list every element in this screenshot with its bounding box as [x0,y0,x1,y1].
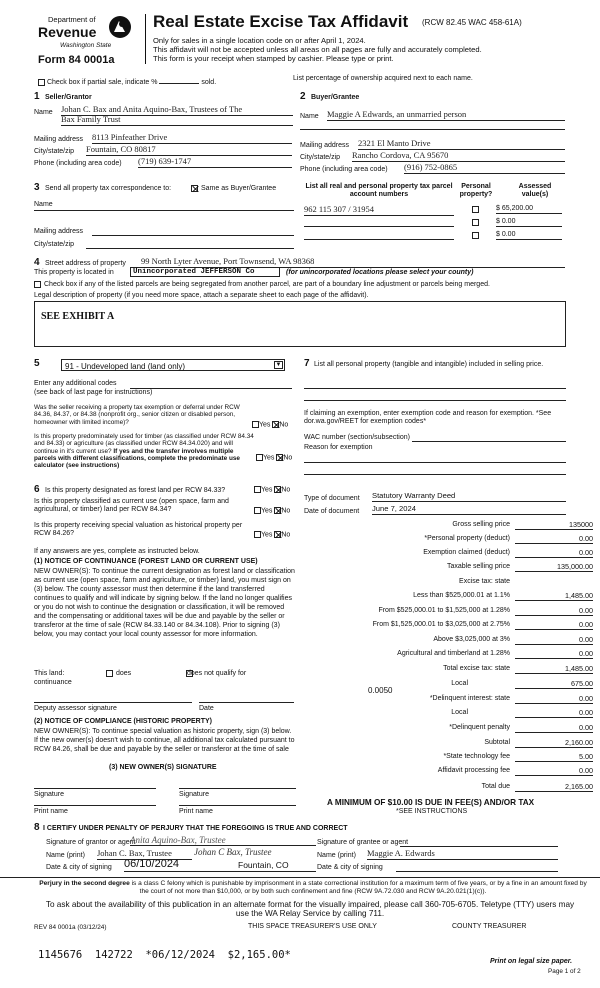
partial-pct-input[interactable] [159,76,199,84]
timber-yesno [256,454,306,462]
use-code-value: 91 - Undeveloped land (land only) [65,362,186,371]
personal-property-field-2[interactable] [304,400,566,401]
tax-row-label: From $1,525,000.01 to $3,025,000 at 2.75% [372,621,510,628]
legal-paper-note: Print on legal size paper. [490,958,573,965]
tax-row-value[interactable]: 675.00 [515,679,593,689]
no-label: No [281,531,291,539]
this-land-label: This land: [34,670,65,677]
section-1-number: 1 [34,91,40,102]
reason-field-2[interactable] [304,474,566,475]
corr-mail-field[interactable] [92,235,294,236]
notice-2-title: (2) NOTICE OF COMPLIANCE (HISTORIC PROPERTY) [34,718,212,725]
tax-row-label: Local [451,680,468,687]
wac-label: WAC number (section/subsection) [304,434,410,441]
answers-note: If any answers are yes, complete as instructed below. [34,548,200,555]
grantee-date-field[interactable] [396,871,558,872]
logo-state-text: Washington State [60,42,112,49]
tax-row-value[interactable]: 0.00 [515,766,593,776]
partial-sale-row [38,76,216,87]
parcel-row [300,205,566,217]
section-1-title: Seller/Grantor [45,94,92,101]
parcel-header-personal: Personal property? [459,183,493,199]
grantor-city-field[interactable]: Fountain, CO [238,860,289,870]
timber-question [34,433,256,470]
seller-mail-label: Mailing address [34,136,84,143]
perjury-text: is a class C felony which is punishable by imprisonment in a state correctional institution for a maximum term of five years, or by a fine in an amount fixed by the court of not more than $10,000, or by both such confinement and fine (RCW 9A.72.030 and RCW 9A.20.021(1)(c)). [129,880,587,895]
list-pct-note: List percentage of ownership acquired next to each name. [293,75,473,82]
seller-city-label: City/state/zip [34,148,75,155]
alternate-format-note: To ask about the availability of this publication in an alternate format for the visually impaired, please call 360-705-6705. Teletype (TTY) users may use the WA Relay Service by calling 711. [45,900,575,919]
tax-row-value[interactable]: 0.00 [515,534,593,544]
header-line-2: This affidavit will not be accepted unless all areas on all pages are fully and accurately completed. [153,45,482,54]
personal-property-text: List all personal property (tangible and intangible) included in selling price. [314,361,544,368]
yes-label: Yes [261,486,273,494]
historic-question: Is this property receiving special valuation as historical property per RCW 84.26? [34,522,243,538]
corr-city-label: City/state/zip [34,241,75,248]
section-2-title: Buyer/Grantee [311,94,360,101]
yes-label: Yes [259,421,271,429]
tax-row-label: Exemption claimed (deduct) [423,549,510,556]
yes-checkbox[interactable] [254,486,261,493]
does-not-label: does not qualify for [187,670,247,677]
section-2 [300,91,566,177]
tax-row-value[interactable]: 0.00 [515,620,593,630]
buyer-phone-field[interactable]: (916) 752-0865 [404,163,565,174]
parcel-row [300,231,566,243]
tax-row-value[interactable]: 0.00 [515,723,593,733]
same-as-buyer-label: Same as Buyer/Grantee [201,185,277,192]
no-checkbox[interactable] [272,421,279,428]
grantee-signature-field[interactable] [400,846,558,847]
signature-label: Signature [34,791,64,798]
current-use-yesno [254,507,304,515]
parcel-number-field[interactable]: 962 115 307 / 31954 [304,205,454,216]
treasurer-use-label: THIS SPACE TREASURER'S USE ONLY [248,923,377,930]
parcel-header-assessed: Assessed value(s) [518,183,552,199]
section-3-number: 3 [34,182,40,193]
buyer-city-label: City/state/zip [300,154,341,161]
no-label: No [281,486,291,494]
yes-label: Yes [263,454,275,462]
tax-row-value[interactable]: 0.00 [515,708,593,718]
seller-name-label: Name [34,109,53,116]
tax-row-value[interactable]: 0.00 [515,548,593,558]
document-type-row [304,492,566,516]
dor-logo [38,12,134,68]
corr-mail-label: Mailing address [34,228,84,235]
exemption-yesno [252,421,302,429]
add-codes-field[interactable] [130,388,292,389]
buyer-name-line-2[interactable] [300,129,565,130]
personal-property-checkbox[interactable] [472,206,479,213]
tax-row-value[interactable]: 0.00 [515,635,593,645]
section-5 [34,358,296,478]
signature-label: Signature [179,791,209,798]
does-label: does [116,670,132,677]
seller-phone-field[interactable]: (719) 639-1747 [138,157,292,168]
section-2-number: 2 [300,91,306,102]
form-number: Form 84 0001a [38,54,115,66]
section-1 [34,91,294,173]
chevron-down-icon: ▼ [275,362,282,368]
header-divider [145,14,146,64]
no-label: No [279,421,289,429]
tax-row-label: Less than $525,000.01 at 1.1% [413,592,510,599]
doc-date-field[interactable]: June 7, 2024 [372,505,566,515]
corr-name-field[interactable] [34,210,294,211]
current-use-question: Is this property classified as current use (open space, farm and agricultural, or timber) land per RCW 84.34? [34,498,229,514]
add-codes-note: (see back of last page for instructions) [34,389,153,396]
corr-name-label: Name [34,201,53,208]
grantor-city-line [234,871,316,872]
owner-print-field[interactable] [179,805,296,806]
assessed-value-field[interactable]: $ 0.00 [496,218,562,227]
perjury-notice [34,880,592,895]
legal-description-label: Legal description of property (if you need more space, attach a separate sheet to each page of the affidavit). [34,292,369,299]
tax-row-label: From $525,000.01 to $1,525,000 at 1.28% [378,607,510,614]
yes-checkbox[interactable] [254,507,261,514]
parcel-header-numbers: List all real and personal property tax parcel account numbers [305,183,453,199]
parcel-number-field[interactable] [304,231,454,240]
tax-row-label: Gross selling price [452,521,510,528]
grantor-name-field[interactable]: Johan C. Bax, Trustee [97,849,192,860]
see-instructions-note: *SEE INSTRUCTIONS [396,808,468,815]
dor-emblem-icon [108,15,132,39]
tax-row-label: *State technology fee [443,753,510,760]
location-label: This property is located in [34,269,114,276]
legal-description-text: SEE EXHIBIT A [41,311,115,322]
rcw-reference: (RCW 82.45 WAC 458-61A) [422,18,522,27]
timber-question-text: Is this property predominately used for timber (as classified under RCW 84.34 and 84.33) or agriculture (as classified under RCW 84.34.020) and will continue in it's current use? [34,433,254,455]
grantor-name-label: Name (print) [46,852,85,859]
section-3 [34,182,296,252]
tax-row-value[interactable]: 0.00 [515,649,593,659]
no-checkbox[interactable] [274,507,281,514]
header-line-1: Only for sales in a single location code on or after April 1, 2024. [153,36,366,45]
page-title: Real Estate Excise Tax Affidavit [153,12,409,31]
tax-row-label: *Delinquent penalty [449,724,510,731]
rev-number: REV 84 0001a (03/12/24) [34,924,107,931]
cashier-stamp: 1145676 142722 *06/12/2024 $2,165.00* [38,949,291,961]
partial-sale-checkbox[interactable] [38,79,45,86]
print-name-label: Print name [34,808,68,815]
section-8-number: 8 [34,822,40,833]
logo-revenue-text: Revenue [38,24,97,40]
notice-3-title: (3) NEW OWNER(S) SIGNATURE [109,764,217,771]
deputy-signature-label: Deputy assessor signature [34,705,117,712]
tax-row-value[interactable]: 1,485.00 [515,664,593,674]
yes-label: Yes [261,507,273,515]
certification-text: I CERTIFY UNDER PENALTY OF PERJURY THAT THE FOREGOING IS TRUE AND CORRECT [43,825,348,832]
yes-checkbox[interactable] [252,421,259,428]
deputy-signature-field[interactable] [34,702,192,703]
yes-checkbox[interactable] [256,454,263,461]
grantor-handwritten-name: Johan C Bax, Trustee [194,847,272,857]
notice-1-body: NEW OWNER(S): To continue the current designation as forest land or classification as current use (open space, farm and agriculture, or timber) land, you must sign on (3) below. The county assessor must then determine if the land transferred continues to qualify and will indicate by signing below. If the land no longer qualifies or you do not wish to continue the designation or classification, it will be removed and the compensating or additional taxes will be due and payable by the seller or transferor at the time of sale (RCW 84.33.140 or 84.34.108). Prior to signing (3) below, you may contact your local county assessor for more information. [34,568,295,638]
tax-row-label: Taxable selling price [446,563,510,570]
page-number: Page 1 of 2 [548,968,581,975]
parcel-row [300,218,566,230]
grantor-signature-field[interactable]: Anita Aquino-Bax, Trustee [130,835,316,846]
grantor-date-field[interactable]: 06/10/2024 [124,858,234,872]
reason-field[interactable] [304,462,566,463]
reason-label: Reason for exemption [304,444,373,451]
owner-signature-field[interactable] [34,788,156,789]
street-label: Street address of property [45,260,126,267]
tax-row-label: *Delinquent interest: state [429,695,510,702]
location-note: (for unincorporated locations please select your county) [286,269,474,276]
section-4-number: 4 [34,257,40,268]
tax-row-label: Excise tax: state [459,578,510,585]
no-checkbox[interactable] [276,454,283,461]
exemption-question: Was the seller receiving a property tax exemption or deferral under RCW 84.36, 84.37, or 84.38 (nonprofit org., senior citizen or disabled person, homeowner with limited income)? [34,404,240,426]
new-owner-signatures [34,788,298,818]
continuance-label: continuance [34,679,72,686]
doc-type-field[interactable]: Statutory Warranty Deed [372,492,566,502]
section-4 [34,257,566,357]
buyer-name-label: Name [300,113,319,120]
section-7-number: 7 [304,358,310,369]
tax-row-value[interactable]: 135,000.00 [515,562,593,572]
grantee-date-label: Date & city of signing [317,864,383,871]
grantor-date-label: Date & city of signing [46,864,112,871]
parcel-number-field[interactable] [304,218,454,227]
tax-row-value[interactable]: 5.00 [515,752,593,762]
tax-row-value[interactable]: 0.00 [515,606,593,616]
print-name-label: Print name [179,808,213,815]
seller-phone-label: Phone (including area code) [34,160,122,167]
seller-mail-field[interactable]: 8113 Pinfeather Drive [92,133,292,144]
tax-row-label: Agricultural and timberland at 1.28% [397,650,510,657]
county-treasurer-label: COUNTY TREASURER [452,923,527,930]
logo-dept-text: Department of [48,15,96,24]
header-line-3: This form is your receipt when stamped by cashier. Please type or print. [153,54,394,63]
add-codes-label: Enter any additional codes [34,380,117,387]
section-6-number: 6 [34,484,40,495]
deputy-date-label: Date [199,705,214,712]
legal-description-box[interactable] [34,301,566,347]
tax-row-label: Subtotal [484,739,510,746]
parcel-table [300,181,566,251]
notice-1-title: (1) NOTICE OF CONTINUANCE (FOREST LAND OR CURRENT USE) [34,558,258,565]
buyer-name-field[interactable]: Maggie A Edwards, an unmarried person [327,110,565,121]
assessed-value-field[interactable]: $ 65,200.00 [496,205,562,214]
tax-row-value[interactable]: 0.00 [515,694,593,704]
sold-label: sold. [201,79,217,86]
same-as-buyer-checkbox[interactable] [191,185,198,192]
tax-row-value[interactable]: 2,165.00 [515,782,593,792]
no-label: No [283,454,293,462]
use-code-select[interactable] [61,359,285,371]
tax-row-label: Total excise tax: state [443,665,510,672]
local-rate: 0.0050 [368,686,393,695]
segregation-checkbox[interactable] [34,281,41,288]
partial-sale-label: Check box if partial sale, indicate % [46,79,158,86]
personal-property-checkbox[interactable] [472,232,479,239]
assessed-value-field[interactable]: $ 0.00 [496,231,562,240]
personal-property-field[interactable] [304,388,566,389]
does-checkbox[interactable] [106,670,113,677]
seller-name-field-2[interactable]: Bax Family Trust [61,115,293,126]
grantee-name-label: Name (print) [317,852,356,859]
segregation-label: Check box if any of the listed parcels are being segregated from another parcel, are part of a boundary line adjustment or parcels being merged. [44,281,490,288]
grantor-signature-label: Signature of grantor or agent [46,839,136,846]
exemption-claim-text: If claiming an exemption, enter exemption code and reason for exemption. *See dor.wa.gov/REET for exemption codes* [304,410,552,426]
no-label: No [281,507,291,515]
yes-label: Yes [261,531,273,539]
section-5-number: 5 [34,358,40,369]
tax-row-value[interactable]: 135000 [515,520,593,530]
wac-field[interactable] [412,441,566,442]
section-8 [34,822,574,874]
tax-row-label: Total due [481,783,510,790]
no-checkbox[interactable] [274,486,281,493]
corr-city-field[interactable] [86,248,294,249]
minimum-due-note: A MINIMUM OF $10.00 IS DUE IN FEE(S) AND/OR TAX [327,798,535,807]
seller-name-field[interactable]: Johan C. Bax and Anita Aquino-Bax, Trustees of The [61,105,293,116]
buyer-phone-label: Phone (including area code) [300,166,388,173]
tax-row-label: Above $3,025,000 at 3% [433,636,510,643]
grantee-name-field[interactable]: Maggie A. Edwards [367,849,558,860]
timber-question-bold: If yes and the transfer involves multiple parcels with different classifications, complete the predominate use calculator (see instructions) [34,447,240,470]
forest-yesno [254,486,304,494]
doc-type-label: Type of document [304,495,360,502]
county-select[interactable]: Unincorporated JEFFERSON Co [130,267,280,277]
tax-row-label: Local [451,709,468,716]
doc-date-label: Date of document [304,508,360,515]
buyer-mail-label: Mailing address [300,142,350,149]
seller-city-field[interactable]: Fountain, CO 80817 [86,145,292,156]
buyer-city-field[interactable]: Rancho Cordova, CA 95670 [352,151,565,162]
street-field[interactable]: 99 North Lyter Avenue, Port Townsend, WA 98368 [141,257,565,268]
perjury-bold: Perjury in the second degree [39,880,130,887]
forest-question: Is this property designated as forest land per RCW 84.33? [45,487,226,494]
buyer-mail-field[interactable]: 2321 El Manto Drive [358,139,565,150]
footer-divider [0,877,600,878]
tax-row-value[interactable]: 1,485.00 [515,591,593,601]
tax-row-label: Affidavit processing fee [437,767,510,774]
tax-row-value[interactable]: 2,160.00 [515,738,593,748]
owner-print-field[interactable] [34,805,156,806]
tax-row-label: *Personal property (deduct) [424,535,510,542]
grantee-signature-label: Signature of grantee or agent [317,839,409,846]
personal-property-checkbox[interactable] [472,219,479,226]
notice-2-body: NEW OWNER(S): To continue special valuation as historic property, sign (3) below. If the new owner(s) doesn't wish to continue, all additional tax calculated pursuant to RCW 84.26, shall be due and payable by the seller or transferor at the time of sale [34,728,295,753]
section-3-text: Send all property tax correspondence to: [45,185,172,192]
